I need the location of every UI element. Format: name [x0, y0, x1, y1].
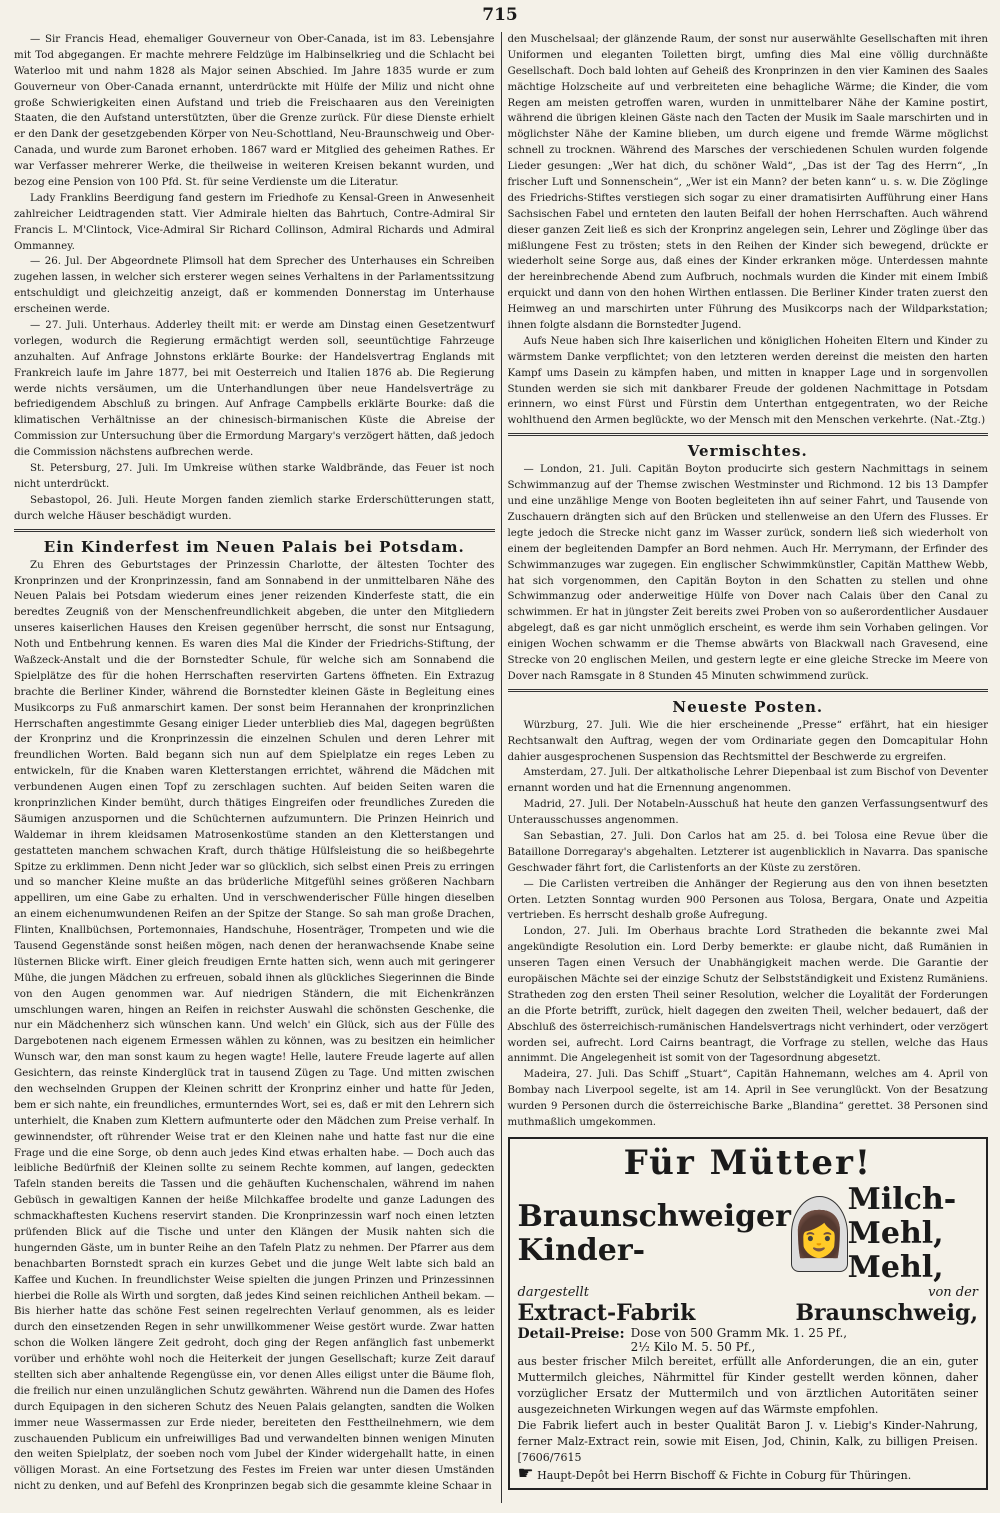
- section-divider: [508, 689, 989, 692]
- article-paragraph: Lady Franklins Beerdigung fand gestern im Friedhofe zu Kensal-Green in Anwesenheit zahlreicher Leidtragenden statt. Vier Admirale hielten das Bahrtuch, Contre-Admiral Sir Francis L. M'Clintock, Vice-Admiral Sir Richard Collinson, Admiral Richards und Admiral Ommanney.: [14, 191, 495, 252]
- ad-company-row: [518, 1300, 979, 1326]
- ad-product-right: Milch-Mehl, Mehl,: [847, 1181, 957, 1285]
- right-column: [501, 32, 989, 1503]
- article-paragraph: den Muschelsaal; der glänzende Raum, der sonst nur auserwählte Gesellschaften mit ihren Uniformen und eleganten Toiletten birgt, umfing dies Mal eine völlig durchnäßte Gesellschaft. Doch bald lohten auf Geheiß des Kronprinzen in den vier Kaminen des Saales mächtige Holzscheite auf und verbreiteten eine behagliche Wärme; die Kinder, die vom Regen am meisten getroffen waren, wurden in unmittelbarer Nähe der Kamine postirt, während die übrigen kleinen Gäste nach den Tacten der Musik im Saale marschirten und in möglichster Nähe der Kamine blieben, um durch eigene und fremde Wärme möglichst schnell zu trocknen. Während des Marsches der verschiedenen Schulen wurden folgende Lieder gesungen: „Wer hat dich, du schöner Wald“, „Das ist der Tag des Herrn“, „In frischer Luft und Sonnenschein“, „Wer ist ein Mann? der beten kann“ u. s. w. Die Zöglinge des Friedrichs-Stiftes verstiegen sich sogar zu einer dramatisirten Aufführung einer Hans Sachsischen Fabel und ernteten den lauten Beifall der hohen Herrschaften. Auch während dieser ganzen Zeit ließ es sich der Kronprinz angelegen sein, Lehrer und Zöglinge über das mißlungene Fest zu trösten; stets in den Reihen der Kinder sich bewegend, drückte er wiederholt seine Sorge aus, daß eines der Kinder erkranken möge. Unterdessen mahnte der hereinbrechende Abend zum Aufbruch, nochmals wurden die Kinder mit einem Imbiß erquickt und dann von den hohen Wirthen entlassen. Die Berliner Kinder traten zuerst den Heimweg an und marschirten unter Führung des Musikcorps nach der Wildparkstation; ihnen folgte alsdann die Bornstedter Jugend.: [507, 33, 988, 332]
- article-paragraph: — Sir Francis Head, ehemaliger Gouverneur von Ober-Canada, ist im 83. Lebensjahre mit Tod abgegangen. Er machte mehrere Feldzüge im Halbinselkrieg und die Schlacht bei Waterloo mit und nahm 1828 als Major seinen Abschied. Im Jahre 1835 wurde er zum Gouverneur von Ober-Canada ernannt, unterdrückte mit Hülfe der Miliz und nicht ohne große Schwierigkeiten einen Aufstand und trieb die Freischaaren aus den Vereinigten Staaten, die den Aufstand unterstützten, über die Grenze zurück. Für diese Dienste erhielt er den Dank der gesetzgebenden Körper von Neu-Schottland, Neu-Braunschweig und Ober-Canada, und wurde zum Baronet erhoben. 1867 ward er Mitglied des geheimen Rathes. Er war Verfasser mehrerer Werke, die theilweise in weiteren Kreisen bekannt wurden, und bezog eine Pension von 100 Pfd. St. für seine Verdienste um die Literatur.: [14, 33, 495, 189]
- article-paragraph: — London, 21. Juli. Capitän Boyton producirte sich gestern Nachmittags in seinem Schwimmanzug auf der Themse zwischen Westminster und Richmond. 12 bis 13 Dampfer und eine unzählige Menge von Booten begleiteten ihn auf seiner Fahrt, und Tausende von Zuschauern drängten sich auf den Brücken und stellenweise an den Ufern des Flusses. Er legte jedoch die Strecke nicht ganz im Wasser zurück, sondern ließ sich wiederholt von einem der begleitenden Dampfer an Bord nehmen. Auch Hr. Merrymann, der Erfinder des Schwimmanzuges war zugegen. Ein englischer Schwimmkünstler, Capitän Matthew Webb, hat sich vorgenommen, den Capitän Boyton in den Schatten zu stellen und ohne Schwimmanzug oder anderweitige Hülfe von Dover nach Calais über den Canal zu schwimmen. Er hat in jüngster Zeit bereits zwei Proben von so außerordentlicher Ausdauer abgelegt, daß es gar nicht unmöglich erscheint, es werde ihm sein Vorhaben gelingen. Vor einigen Wochen schwamm er die Themse abwärts von Blackwall nach Gravesend, eine Strecke von 20 englischen Meilen, und gestern legte er eine gleiche Strecke im Meere von Dover nach Ramsgate in 8 Stunden 45 Minuten schwimmend zurück.: [507, 463, 988, 682]
- ad-price-list: [631, 1326, 848, 1354]
- ad-dargestellt: dargestellt: [517, 1284, 589, 1300]
- ad-code: [7606/7615: [517, 1450, 582, 1464]
- article-paragraph: — 27. Juli. Unterhaus. Adderley theilt mit: er werde am Dinstag einen Gesetzentwurf vorlegen, wodurch die Regierung ermächtigt werden soll, seeuntüchtige Fahrzeuge anzuhalten. Auf Anfrage Johnstons erklärte Bourke: der Handelsvertrag Englands mit Frankreich laufe im Jahre 1877, bei mit Oesterreich und Italien 1876 ab. Die Regierung werde nichts versäumen, um die Unterhandlungen über neue Handelsverträge zu befriedigendem Abschluß zu bringen. Auf Anfrage Campbells erklärte Bourke: daß die klimatischen Verhältnisse an der chinesisch-birmanischen Küste die Abreise der Commission zur Untersuchung über die Ermordung Margary's verzögert hätten, daß jedoch die Commission nächstens aufbrechen werde.: [14, 319, 495, 459]
- ad-prices: [518, 1326, 979, 1354]
- ad-depot: [517, 1462, 979, 1484]
- ad-company: Extract-Fabrik: [517, 1299, 696, 1326]
- ad-body-2-text: Die Fabrik liefert auch in bester Qualität Baron J. v. Liebig's Kinder-Nahrung, ferner Malz-Extract rein, sowie mit Eisen, Jod, Chinin, Kalk, zu billigen Preisen.: [517, 1418, 978, 1448]
- section-heading: Ein Kinderfest im Neuen Palais bei Potsdam.: [43, 537, 465, 556]
- ad-sub-row: [518, 1285, 979, 1300]
- section-divider: [508, 433, 989, 436]
- article-paragraph: Madrid, 27. Juli. Der Notabeln-Ausschuß hat heute den ganzen Verfassungsentwurf des Unterausschusses angenommen.: [507, 798, 988, 827]
- article-paragraph: Amsterdam, 27. Juli. Der altkatholische Lehrer Diepenbaal ist zum Bischof von Deventer ernannt worden und hat die Ernennung angenommen.: [507, 766, 988, 795]
- ad-price-line-1: Dose von 500 Gramm Mk. 1. 25 Pf.,: [630, 1325, 848, 1340]
- section-divider: [14, 529, 495, 532]
- ad-product-row: [518, 1183, 979, 1285]
- columns: [14, 32, 988, 1503]
- ad-headline: Für Mütter!: [623, 1142, 872, 1183]
- ad-product-left: Braunschweiger Kinder-: [517, 1198, 791, 1268]
- article-paragraph: Zu Ehren des Geburtstages der Prinzessin Charlotte, der ältesten Tochter des Kronprinzen und der Kronprinzessin, fand am Sonnabend in der unmittelbaren Nähe des Neuen Palais bei Potsdam wiederum eines jener reizenden Kinderfeste statt, die ein beredtes Zeugniß von der Menschenfreundlichkeit abgeben, die unter den Mitgliedern unseres kaiserlichen Hauses den Kreisen gegenüber herrscht, die sonst nur Entsagung, Noth und Entbehrung kennen. Es waren dies Mal die Kinder der Friedrichs-Stiftung, der Waßzeck-Anstalt und die der Bornstedter Schule, für welche sich am Sonnabend die Spielplätze des für die hohen Herrschaften reservirten Gartens öffneten. Ein Extrazug brachte die Berliner Kinder, während die Bornstedter kleinen Gäste in Begleitung eines Musikcorps zu Fuß anmarschirt kamen. Der sonst beim Herannahen der kronprinzlichen Herrschaften angestimmte Gesang einiger Lieder unterblieb dies Mal, dagegen begrüßten der Kronprinz und die Kronprinzessin die einzelnen Schulen und deren Lehrer mit freundlichen Worten. Bald begann sich nun auf dem Spielplatze ein reges Leben zu entwickeln, für die Knaben waren Kletterstangen errichtet, während die Mädchen mit verbundenen Augen einen Topf zu zerschlagen suchten. Auf beiden Seiten waren die kronprinzlichen Kinder bemüht, durch thätiges Eingreifen oder freundliches Zureden die Säumigen anzuspornen und die Schüchternen aufzumuntern. Die Prinzen Heinrich und Waldemar in ihrem kleidsamen Matrosenkostüme standen an den Kletterstangen und gestatteten manchem schwachen Kraft, durch thätige Hülfsleistung die so heißbegehrte Spitze zu erklimmen. Denn nicht Jeder war so glücklich, sich selbst einen Preis zu erringen und so mancher Kleine mußte an das brüderliche Mitgefühl seines größeren Nachbarn appelliren, um eine Gabe zu erhalten. Und in verschwenderischer Fülle hingen dieselben an einem eichenumwundenen Reifen an der Spitze der Stange. So sah man große Drachen, Flinten, Knallbüchsen, Portemonnaies, Handschuhe, Hosenträger, Trompeten und wie die Tausend Gegenstände sonst heißen mögen, nach denen der heranwachsende Knabe seine lüsternen Blicke wirft. Einer gleich freudigen Ernte hatten sich, wenn auch mit geringerer Mühe, die jungen Mädchen zu erfreuen, sobald ihnen als glückliches Siegerinnen die Binde von den Augen genommen war. Auf niedrigen Ständern, die mit Eichenkränzen umschlungen waren, hingen an Reifen in reichster Auswahl die schönsten Geschenke, die nur ein Mädchenherz sich wünschen kann. Und welch' ein Glück, sich aus der Fülle des Dargebotenen nach eigenem Ermessen wählen zu können, was zu besitzen ein heimlicher Wunsch war, den man sonst kaum zu hegen wagte! Helle, lautere Freude lagerte auf allen Gesichtern, das reinste Kinderglück trat in tausend Zügen zu Tage. Und mitten zwischen den wechselnden Gruppen der Kleinen schritt der Kronprinz einher und hatte für Jeden, bem er sich nahte, ein freundliches, ermunterndes Wort, sei es, daß er mit den Lehrern sich unterhielt, die Knaben zum Klettern aufmunterte oder den Mädchen zum Preise verhalf. In gewinnendster, oft rührender Weise trat er den Kleinen nahe und hatte fast nur die eine Frage und die eine Sorge, ob denn auch jedes Kind etwas erhalten habe. — Doch auch das leibliche Bedürfniß der Kleinen sollte zu seinem Rechte kommen, auf langen, gedeckten Tafeln standen bereits die Tassen und die gehäuften Kuchenschalen, während im nahen Gebüsch in gewaltigen Kannen der heiße Milchkaffee brodelte und ganze Ladungen des schmackhaftesten Kuchens reservirt standen. Die Kronprinzessin warf noch einen letzten prüfenden Blick auf die Tische und unter den Klängen der Musik nahten sich die hungernden Gäste, um in bunter Reihe an den Tafeln Platz zu nehmen. Der Pfarrer aus dem benachbarten Bornstedt sprach ein kurzes Gebet und die junge Welt labte sich bald an Kaffee und Kuchen. In freundlichster Weise spielten die jungen Prinzen und Prinzessinnen hierbei die Rolle als Wirth und sorgten, daß jedes Kind seinen reichlichen Antheil bekam. — Bis hierher hatte das schöne Fest seinen regelrechten Verlauf genommen, als es leider durch den einsetzenden Regen in sehr unwillkommener Weise gestört wurde. Zwar hatten schon die Wolken längere Zeit gedroht, doch ging der Regen anfänglich fast unbemerkt vorüber und erhöhte wohl noch die Heiterkeit der jungen Gesellschaft; kurze Zeit darauf stellten sich aber anhaltende Regengüsse ein, vor denen Alles eiligst unter die Bäume floh, die freilich nur einen unzulänglichen Schutz gewährten. Während nun die Damen des Hofes durch Equipagen in den sicheren Schutz des Neuen Palais gelangten, sandten die Wolken immer neue Wassermassen zur Erde nieder, bereiteten den Festtheilnehmern, wie dem zuschauenden Publicum ein unfreiwilliges Bad und verwandelten binnen wenigen Minuten den weiten Spielplatz, der soeben noch vom Jubel der Kinder widergehallt hatte, in einen völligen Morast. An eine Fortsetzung des Festes im Freien war unter diesen Umständen nicht zu denken, und auf Befehl des Kronprinzen begab sich die gesammte kleine Schaar in: [14, 558, 495, 1493]
- article-paragraph: Aufs Neue haben sich Ihre kaiserlichen und königlichen Hoheiten Eltern und Kinder zu wärmstem Danke verpflichtet; von den letzteren werden dereinst die meisten den harten Kampf ums Dasein zu kämpfen haben, und mitten in knapper Lage und in sorgenvollen Stunden werden sie sich mit dankbarer Freude der goldenen Nachmittage in Potsdam erinnern, wo einst Fürst und Fürstin dem Unterthan entgegentraten, wo der Reiche wohlthuend den Armen beglückte, wo der Mensch mit den Menschen verkehrte. (Nat.-Ztg.): [507, 334, 988, 427]
- article-paragraph: Würzburg, 27. Juli. Wie die hier erscheinende „Presse“ erfährt, hat ein hiesiger Rechtsanwalt den Auftrag, wegen der vom Ordinariate gegen den Domcapitular Hohn dahier ausgesprochenen Suspension das Rechtsmittel der Beschwerde zu ergreifen.: [507, 718, 988, 763]
- article-paragraph: St. Petersburg, 27. Juli. Im Umkreise wüthen starke Waldbrände, das Feuer ist noch nicht unterdrückt.: [14, 462, 495, 490]
- ad-price-label: Detail-Preise:: [517, 1325, 625, 1342]
- section-heading: Neueste Posten.: [672, 697, 824, 716]
- article-paragraph: Sebastopol, 26. Juli. Heute Morgen fanden ziemlich starke Erderschütterungen statt, durch welche Häuser beschädigt wurden.: [14, 493, 495, 522]
- article-paragraph: — Die Carlisten vertreiben die Anhänger der Regierung aus den von ihnen besetzten Orten. Letzten Sonntag wurden 900 Personen aus Tolosa, Bergara, Onate und Azpeitia vertrieben. Es herrscht deshalb große Aufregung.: [507, 877, 988, 922]
- mother-child-emblem-icon: 👩: [791, 1196, 848, 1272]
- ad-body: aus bester frischer Milch bereitet, erfüllt alle Anforderungen, die an ein, guter Muttermilch gleiches, Nährmittel für Kinder gestellt werden können, daher vorzüglicher Ersatz der Muttermilch und von ärztlichen Autoritäten seiner ausgezeichneten Wirkungen wegen auf das Wärmste empfohlen.: [517, 1354, 978, 1416]
- ad-price-line-2: 2½ Kilo M. 5. 50 Pf.,: [630, 1339, 756, 1354]
- page-number: 715: [482, 5, 518, 25]
- left-column: [14, 32, 501, 1503]
- article-paragraph: Madeira, 27. Juli. Das Schiff „Stuart“, Capitän Hahnemann, welches am 4. April von Bombay nach Liverpool segelte, ist am 14. April in See verunglückt. Von der Besatzung wurden 9 Personen durch die österreichische Barke „Blandina“ gerettet. 38 Personen sind muthmaßlich umgekommen.: [507, 1068, 988, 1128]
- article-paragraph: — 26. Jul. Der Abgeordnete Plimsoll hat dem Sprecher des Unterhauses ein Schreiben zugehen lassen, in welcher sich ersterer wegen seines Verhaltens in der Parlamentssitzung entschuldigt und gleichzeitig anzeigt, daß er kommenden Donnerstag im Unterhause erscheinen werde.: [14, 255, 495, 316]
- article-paragraph: London, 27. Juli. Im Oberhaus brachte Lord Stratheden die bekannte zwei Mal angekündigte Resolution ein. Lord Derby bemerkte: er glaube nicht, daß Rumänien in unseren Tagen einen Versuch der Unabhängigkeit machen werde. Die Garantie der europäischen Mächte sei der einzige Schutz der Selbstständigkeit und Existenz Rumäniens. Stratheden zog den ersten Theil seiner Resolution, welcher die Loyalität der Forderungen an die Pforte betrifft, zurück, hielt dagegen den zweiten Theil, welcher bedauert, daß der Abschluß des österreichisch-rumänischen Handelsvertrags nicht verhindert, oder verzögert worden sei, aufrecht. Lord Cairns beantragt, die Vorfrage zu stellen, welche das Haus annimmt. Die Angelegenheit ist somit von der Tagesordnung abgesetzt.: [507, 925, 988, 1065]
- ad-depot-text: Haupt-Depôt bei Herrn Bischoff & Fichte in Coburg für Thüringen.: [537, 1468, 912, 1482]
- ad-city: Braunschweig,: [795, 1299, 978, 1326]
- ad-von-der: von der: [928, 1284, 978, 1300]
- ad-body-2: [518, 1418, 979, 1466]
- right-column-articles: [508, 32, 989, 1131]
- section-heading: Vermischtes.: [687, 442, 808, 461]
- pointing-hand-icon: ☛: [517, 1462, 534, 1484]
- advertisement: [508, 1137, 989, 1490]
- article-paragraph: San Sebastian, 27. Juli. Don Carlos hat am 25. d. bei Tolosa eine Revue über die Bataillone Dorregaray's abgehalten. Letzterer ist augenblicklich in Navarra. Das spanische Geschwader fährt fort, die Carlistenforts an der Küste zu zerstören.: [507, 829, 988, 874]
